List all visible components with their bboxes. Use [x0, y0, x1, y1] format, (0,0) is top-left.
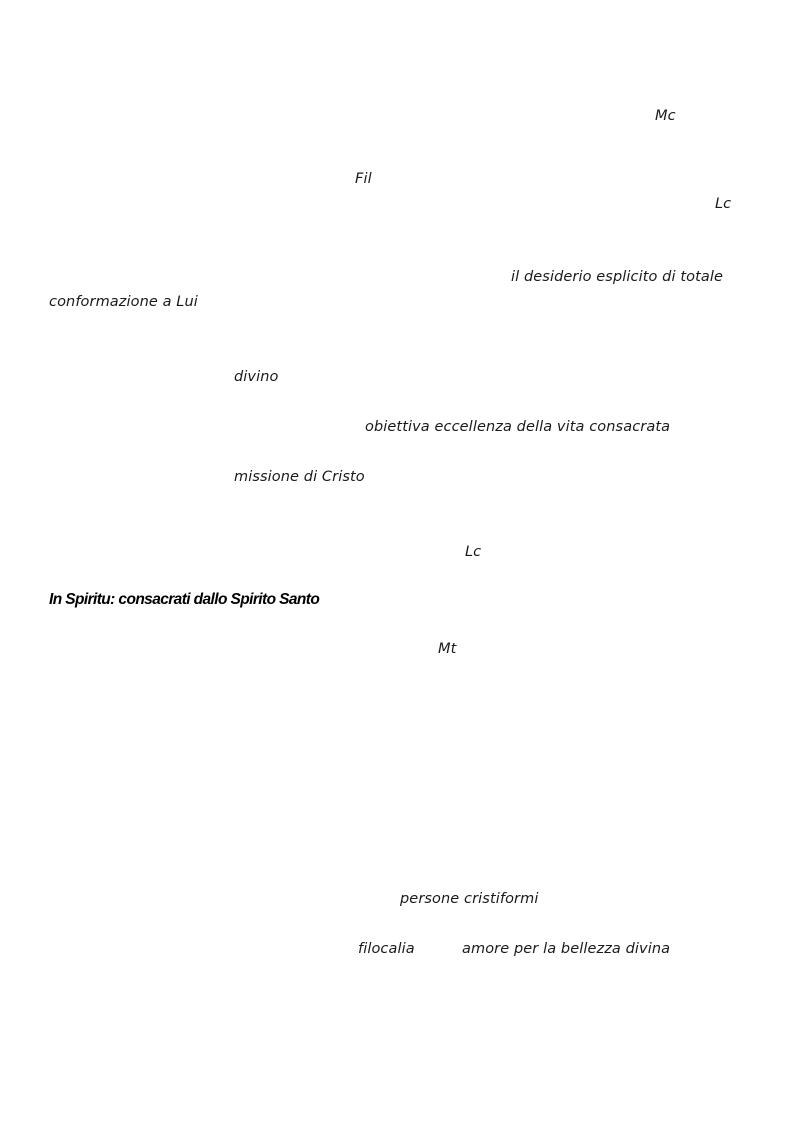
persons-phrase: persone cristiformi: [400, 891, 539, 907]
desire-phrase-line-1: il desiderio esplicito di totale: [511, 269, 723, 285]
divino-word: divino: [234, 369, 279, 385]
section-heading: In Spiritu: consacrati dallo Spirito Santo: [49, 591, 320, 608]
ref-mt: Mt: [438, 641, 457, 657]
filocalia-word: filocalia: [358, 941, 415, 957]
mission-phrase: missione di Cristo: [234, 469, 365, 485]
excellence-phrase: obiettiva eccellenza della vita consacrata: [365, 419, 671, 435]
ref-mc: Mc: [655, 108, 676, 124]
beauty-phrase: amore per la bellezza divina: [462, 941, 671, 957]
desire-phrase-line-2: conformazione a Lui: [49, 294, 198, 310]
ref-lc-2: Lc: [465, 544, 482, 560]
ref-fil: Fil: [355, 171, 372, 187]
ref-lc-1: Lc: [715, 196, 732, 212]
